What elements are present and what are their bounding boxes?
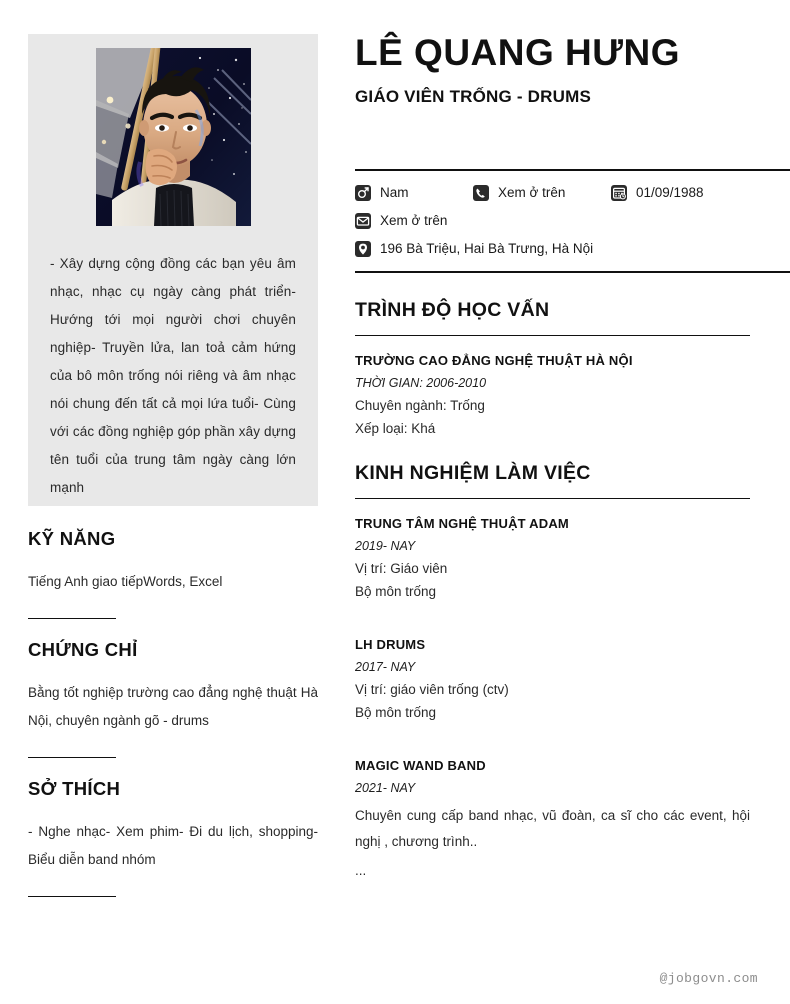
certificates-section (28, 639, 318, 758)
experience-period: 2021- NAY (355, 780, 416, 795)
skills-body: Tiếng Anh giao tiếpWords, Excel (28, 574, 223, 589)
watermark: @jobgovn.com (659, 971, 758, 986)
gender-icon (355, 185, 371, 201)
calendar-icon (611, 185, 627, 201)
skills-section (28, 528, 318, 619)
experience-heading: KINH NGHIỆM LÀM VIỆC (355, 462, 750, 499)
education-period: THỜI GIAN: 2006-2010 (355, 375, 487, 390)
contact-birthday (611, 185, 704, 201)
hobbies-body: - Nghe nhạc- Xem phim- Đi du lịch, shopping- Biểu diễn band nhóm (28, 824, 318, 867)
contact-address (355, 241, 593, 257)
education-major: Chuyên ngành: Trống (355, 397, 485, 413)
contact-email-value: Xem ở trên (380, 213, 448, 229)
experience-section (355, 462, 750, 878)
education-heading: TRÌNH ĐỘ HỌC VẤN (355, 299, 750, 336)
location-pin-icon (355, 241, 371, 257)
certificates-heading: CHỨNG CHỈ (28, 639, 138, 660)
contact-gender-value: Nam (380, 185, 409, 201)
experience-org: TRUNG TÂM NGHỆ THUẬT ADAM (355, 515, 569, 531)
spacer (355, 728, 750, 741)
education-section (355, 299, 750, 436)
experience-org: MAGIC WAND BAND (355, 757, 486, 773)
contact-phone-value: Xem ở trên (498, 185, 566, 201)
experience-position: Vị trí: giáo viên trống (ctv) (355, 681, 509, 697)
contact-row (355, 185, 790, 201)
left-column (28, 34, 318, 917)
experience-subject: Bộ môn trống (355, 704, 437, 720)
profile-panel (28, 34, 318, 506)
profile-photo-image (96, 48, 251, 226)
education-entry (355, 353, 750, 436)
experience-more: ... (355, 862, 367, 878)
contact-birthday-value: 01/09/1988 (636, 185, 704, 201)
contact-gender (355, 185, 473, 201)
hobbies-heading: SỞ THÍCH (28, 778, 121, 799)
contact-row (355, 241, 790, 257)
certificates-body: Bằng tốt nghiệp trường cao đẳng nghệ thuật Hà Nội, chuyên ngành gõ - drums (28, 685, 318, 728)
experience-entry (355, 637, 750, 720)
contact-phone (473, 185, 611, 201)
profile-photo (96, 48, 251, 226)
hobbies-section (28, 778, 318, 897)
experience-period: 2019- NAY (355, 538, 416, 553)
contact-address-value: 196 Bà Triệu, Hai Bà Trưng, Hà Nội (380, 241, 594, 257)
education-org: TRƯỜNG CAO ĐẲNG NGHỆ THUẬT HÀ NỘI (355, 352, 633, 368)
contact-email (355, 213, 447, 229)
experience-period: 2017- NAY (355, 659, 416, 674)
experience-position: Vị trí: Giáo viên (355, 560, 448, 576)
spacer (355, 607, 750, 620)
experience-entry (355, 758, 750, 878)
education-grade: Xếp loại: Khá (355, 420, 436, 436)
experience-entry (355, 516, 750, 599)
page-title: LÊ QUANG HƯNG (355, 32, 680, 73)
section-divider (28, 896, 116, 897)
experience-description: Chuyên cung cấp band nhạc, vũ đoàn, ca sĩ cho các event, hội nghị , chương trình.. (355, 807, 750, 849)
experience-subject: Bộ môn trống (355, 583, 437, 599)
contact-row (355, 213, 790, 229)
job-title: GIÁO VIÊN TRỐNG - DRUMS (355, 86, 591, 106)
skills-heading: KỸ NĂNG (28, 528, 116, 549)
email-icon (355, 213, 371, 229)
profile-summary: - Xây dựng cộng đồng các bạn yêu âm nhạc, nhạc cụ ngày càng phát triển- Hướng tới mọi người chơi chuyên nghiệp- Truyền lửa, lan toả cảm hứng của bô môn trống nói riêng và âm nhạc nói chung đến tất cả mọi lứa tuổi- Cùng với các đồng nghiệp góp phần xây dựng tên tuổi của trung tâm ngày càng lớn mạnh (50, 256, 296, 495)
experience-org: LH DRUMS (355, 636, 426, 652)
contact-block (355, 169, 790, 273)
phone-icon (473, 185, 489, 201)
section-divider (28, 757, 116, 758)
right-column (355, 34, 790, 878)
section-divider (28, 618, 116, 619)
